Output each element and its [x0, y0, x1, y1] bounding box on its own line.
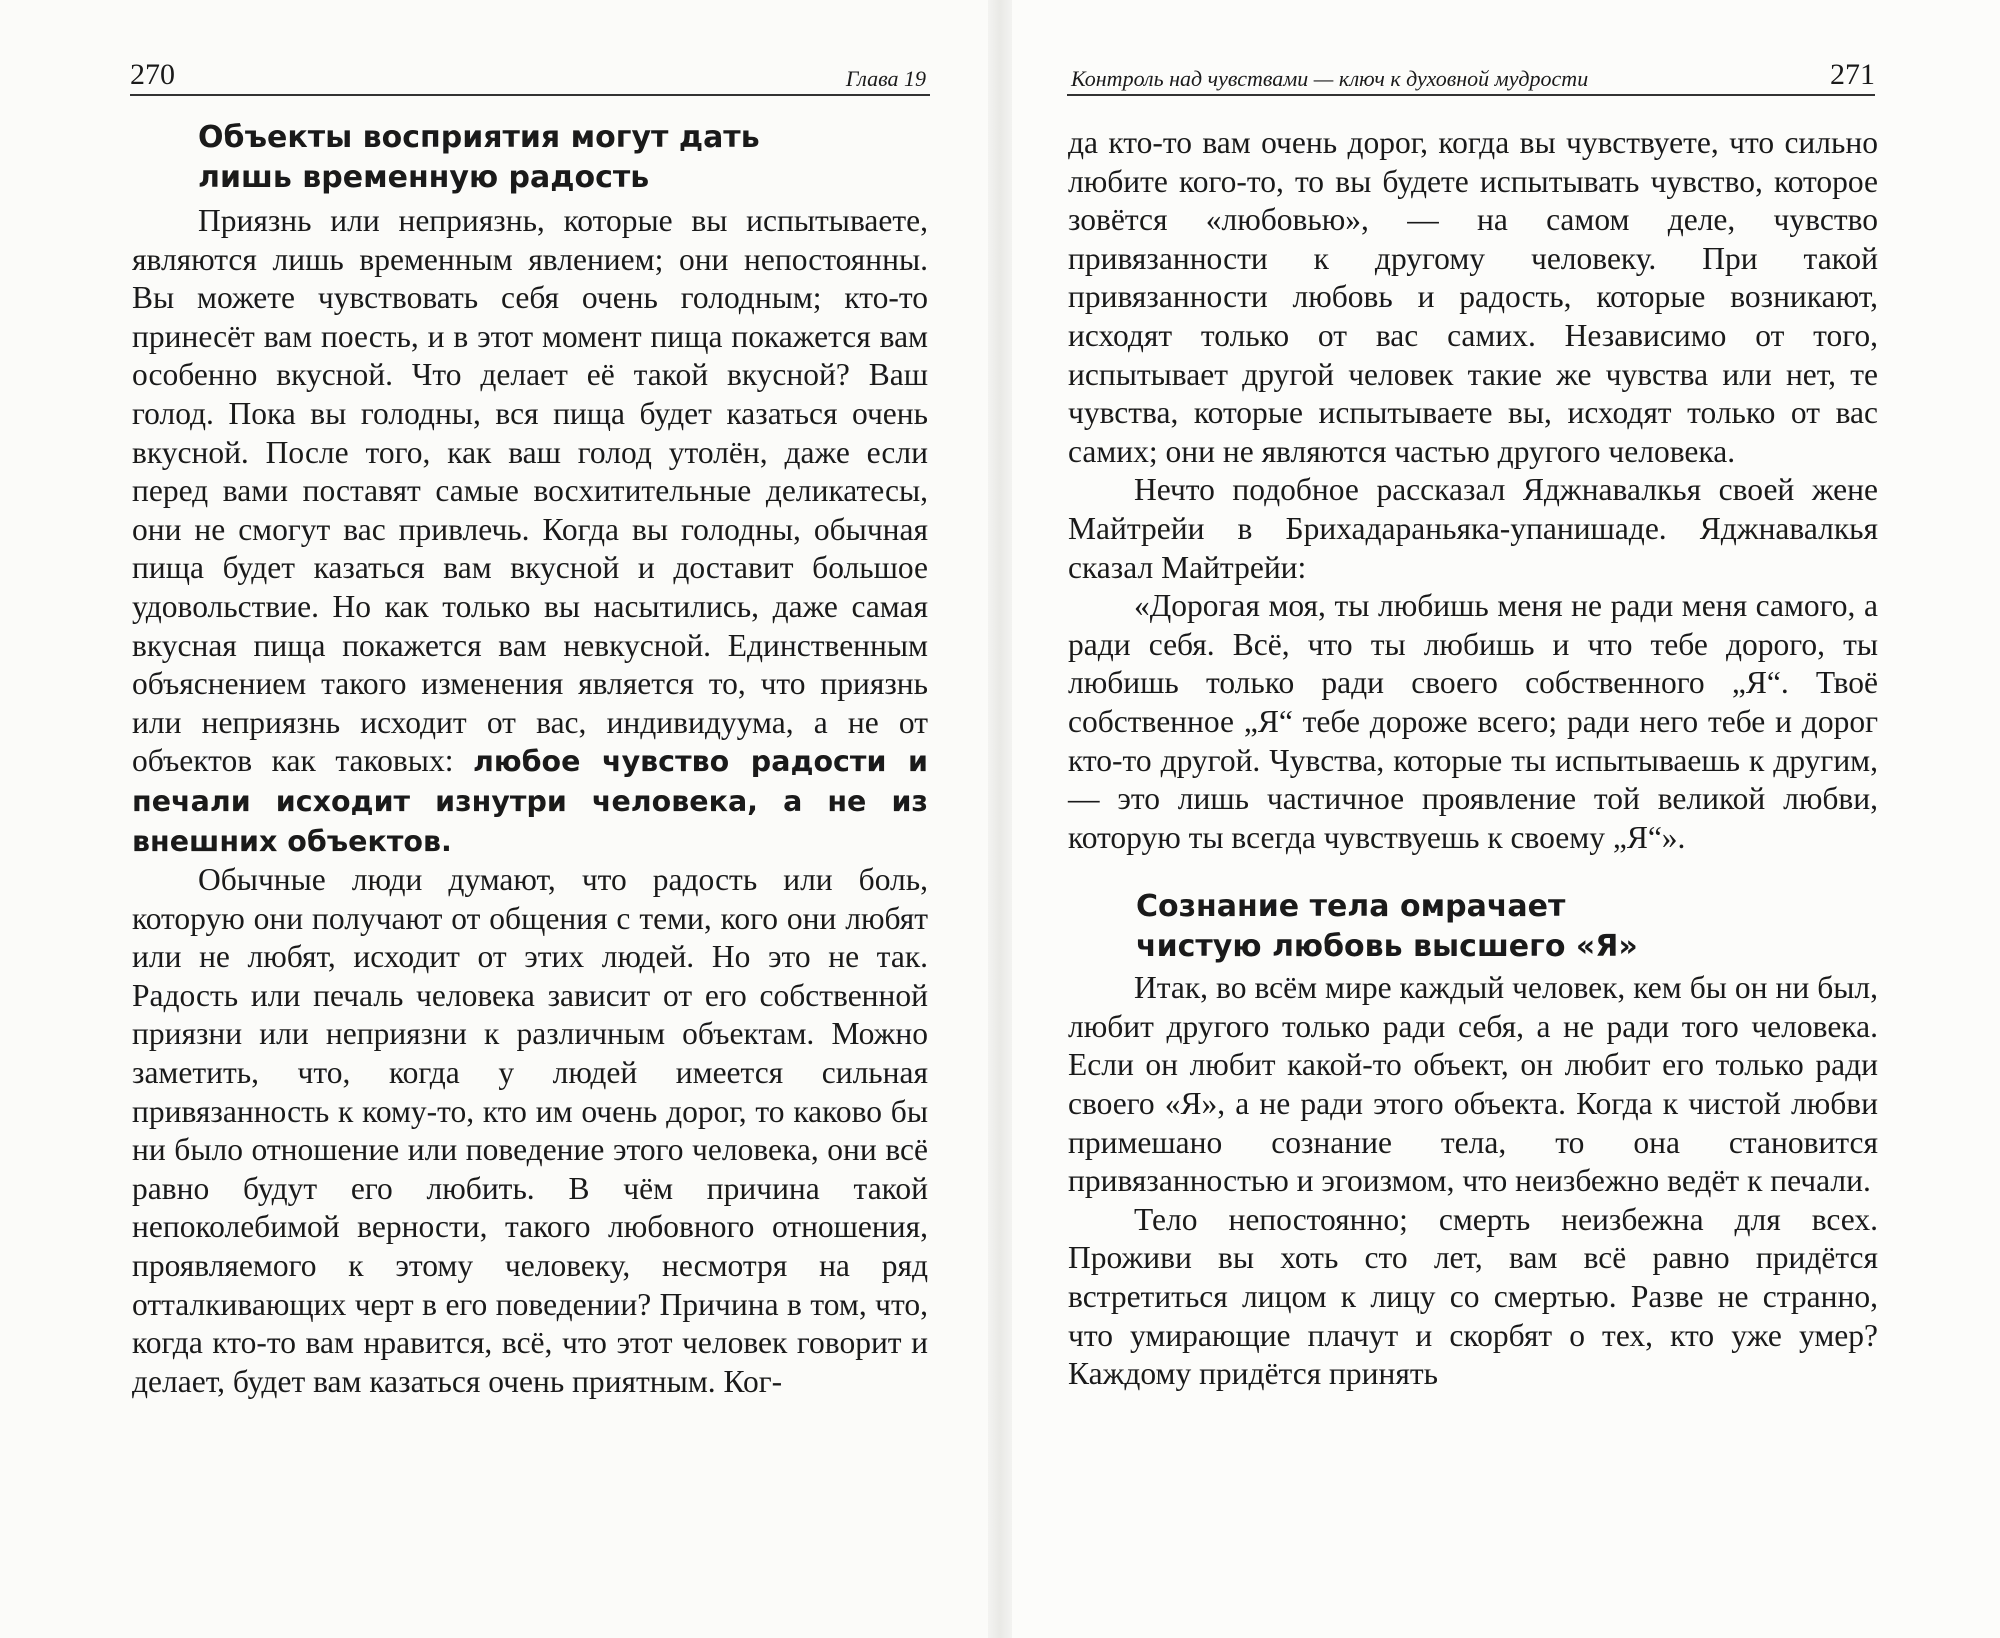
heading-line: лишь временную радость: [198, 160, 650, 195]
heading-line: чистую любовь высшего «Я»: [1136, 929, 1638, 965]
section-heading-right: [1068, 887, 1878, 967]
right-page-text: [1068, 124, 1878, 1394]
heading-line: Сознание тела омрачает: [1136, 889, 1566, 925]
page-number-left: 270: [130, 58, 175, 91]
left-page-text: [132, 118, 928, 1401]
paragraph: [132, 202, 928, 861]
paragraph: Итак, во всём мире каждый человек, кем бы он ни был, любит другого только ради себя, а не ради того человека. Если он любит какой-то объект, он любит его только ради своего «Я», а не ради этого объекта. Когда к чистой любви примешано сознание тела, то она становится привязанностью и эгоизмом, что неизбежно ведёт к печали.: [1068, 970, 1878, 1199]
paragraph: Нечто подобное рассказал Яджнавалкья своей жене Майтрейи в Брихадараньяка-упанишаде. Яджнавалкья сказал Майтрейи:: [1068, 472, 1878, 585]
heading-line: Объекты восприятия могут дать: [198, 120, 760, 155]
right-page-header: [1067, 54, 1875, 96]
running-head-right: Контроль над чувствами — ключ к духовной мудрости: [1071, 66, 1589, 91]
paragraph: Обычные люди думают, что радость или боль, которую они получают от общения с теми, кого они любят или не любят, исходит от этих людей. Но это не так. Радость или печаль человека зависит от его собственной приязни или неприязни к различным объектам. Можно заметить, что, когда у людей имеется сильная привязанность к кому-то, кто им очень дорог, то каково бы ни было отношение или поведение этого человека, они всё равно будут его любить. В чём причина такой непоколебимой верности, такого любовного отношения, проявляемого к этому человеку, несмотря на ряд отталкивающих черт в его поведении? Причина в том, что, когда кто-то вам нравится, всё, что этот человек говорит и делает, будет вам казаться очень приятным. Ког-: [132, 862, 928, 1399]
paragraph-continued: да кто-то вам очень дорог, когда вы чувствуете, что сильно любите кого-то, то вы будете испытывать чувство, которое зовётся «любовью», — на самом деле, чувство привязанности к другому человеку. При такой привязанности любовь и радость, которые возникают, исходят только от вас самих. Независимо от того, испытывает другой человек такие же чувства или нет, те чувства, которые испытываете вы, исходят только от вас самих; они не являются частью другого человека.: [1068, 125, 1878, 469]
paragraph-text: Приязнь или неприязнь, которые вы испытываете, являются лишь временным явлением; они непостоянны. Вы можете чувствовать себя очень голодным; кто-то принесёт вам поесть, и в этот момент пища покажется вам особенно вкусной. Что делает её такой вкусной? Ваш голод. Пока вы голодны, вся пища будет казаться очень вкусной. После того, как ваш голод утолён, даже если перед вами поставят самые восхитительные деликатесы, они не смогут вас привлечь. Когда вы голодны, обычная пища будет казаться вам вкусной и доставит большое удовольствие. Но как только вы насытились, даже самая вкусная пища покажется вам невкусной. Единственным объяснением такого изменения является то, что приязнь или неприязнь исходит от вас, индивидуума, а не от объектов как таковых:: [132, 203, 928, 779]
emphasized-text: любое чувство радости и печали исходит изнутри человека, а не из внешних объектов.: [132, 745, 928, 858]
quotation: «Дорогая моя, ты любишь меня не ради меня самого, а ради себя. Всё, что ты любишь и что тебе дорого, ты любишь только ради своего собственного „Я“. Твоё собственное „Я“ тебе дороже всего; ради него тебе и дорог кто-то другой. Чувства, которые ты испытываешь к другим, — это лишь частичное проявление той великой любви, которую ты всегда чувствуешь к своему „Я“».: [1068, 588, 1878, 855]
paragraph: Тело непостоянно; смерть неизбежна для всех. Проживи вы хоть сто лет, вам всё равно придётся встретиться лицом к лицу со смертью. Разве не странно, что умирающие плачут и скорбят о тех, кто уже умер? Каждому придётся принять: [1068, 1201, 1878, 1392]
left-page-header: [130, 54, 930, 96]
book-gutter: [988, 0, 1012, 1638]
section-heading-left: [132, 118, 928, 198]
page-number-right: 271: [1830, 58, 1875, 91]
running-head-left: Глава 19: [845, 66, 926, 91]
